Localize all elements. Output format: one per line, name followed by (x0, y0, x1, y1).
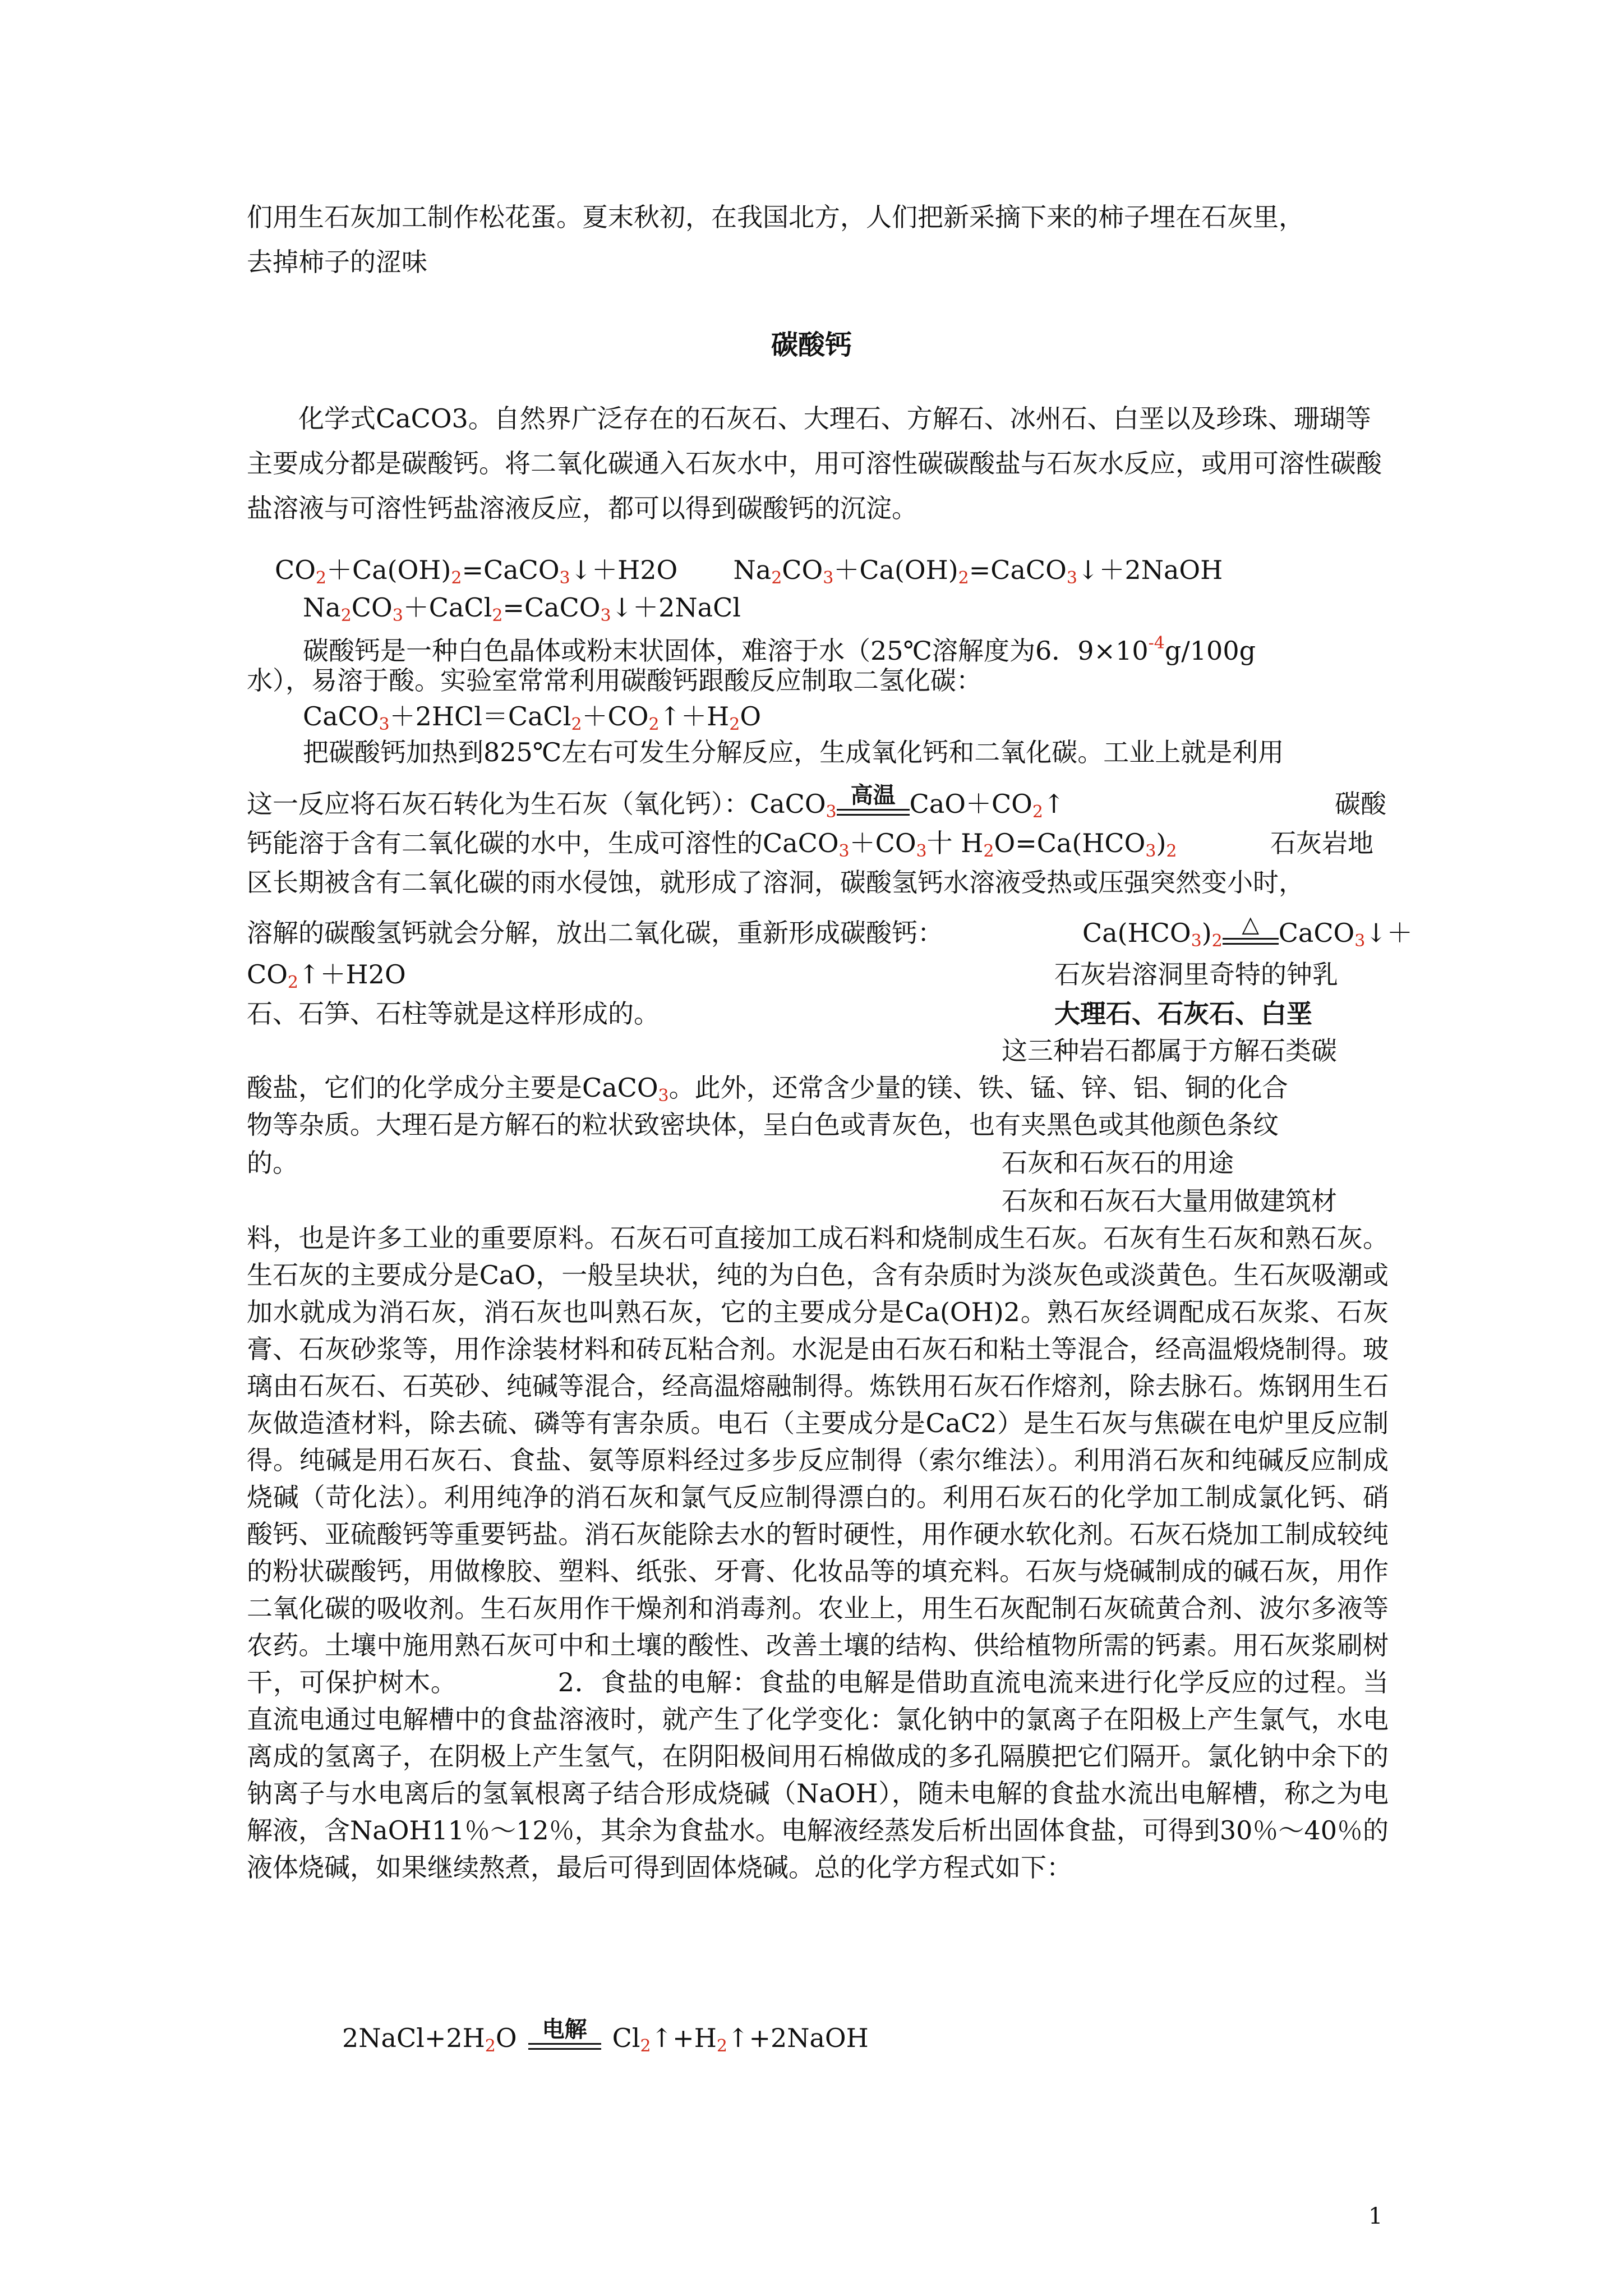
para-caco3-intro (247, 396, 1389, 531)
para-cave-line-2: 石、石笋、石柱等就是这样形成的。 (247, 999, 660, 1029)
equation-1: $CO_2+Ca(OH)_2=CaCO_3↓+H2O$ $Na_2CO_3+Ca(OH)_2=CaCO_3↓+2NaOH$ (275, 555, 1223, 588)
para-marble-line-4: 的。 (247, 1148, 298, 1178)
equation-2: $Na_2CO_3+CaCl_2=CaCO_3↓+2NaCl$ (303, 592, 741, 625)
para-decomp-line-2: 这一反应将石灰石转化为生石灰（氧化钙）：CaCO$_3$ 高温 $CaO+CO_2↑$ (247, 783, 1065, 822)
para-decomp-line-3-end: 石灰岩地 (1270, 828, 1373, 858)
para-salt-electrolysis: 是借助直流电流来进行化学反应的过程。当直流电通过电解槽中的食盐溶液时，就产生了化学变化：氯化钠中的氯离子在阳极上产生氯气，水电离成的氢离子，在阴极上产生氢气，在阴阳极间用石棉做成的多孔隔膜把它们隔开。氯化钠中余下的钠离子与水电离后的氢氧根离子结合形成烧碱（NaOH），随未电解的食盐水流出电解槽，称之为电解液，含NaOH11％～12％，其余为食盐水。电解液经蒸发后析出固体食盐，可得到30％～40％的液体烧碱，如果继续熬煮，最后可得到固体烧碱。总的化学方程式如下： (247, 1667, 1389, 1883)
para-solubility-line-1: 碳酸钙是一种白色晶体或粉末状固体，难溶于水（25℃溶解度为6．$9\times 10^{-4}g/100g$ (303, 633, 1256, 666)
equation-electrolysis: $2NaCl+2H_2O$ 电解 $Cl_2↑+H_2↑+2NaOH$ (342, 2017, 869, 2056)
equation-3: $CaCO_3+2HCl=CaCl_2+CO_2↑+H_2O$ (303, 701, 762, 734)
para-decomp-line-5: 溶解的碳酸氢钙就会分解，放出二氧化碳，重新形成碳酸钙： (247, 918, 943, 948)
para-marble-line-1: 这三种岩石都属于方解石类碳 (1002, 1036, 1337, 1066)
para-salt-electrolysis-start: 2．食盐的电解：食盐的电解 (557, 1667, 890, 1697)
intro-line-1: 们用生石灰加工制作松花蛋。夏末秋初，在我国北方，人们把新采摘下来的柿子埋在石灰里， (247, 202, 1304, 232)
heading-lime-uses: 石灰和石灰石的用途 (1002, 1148, 1234, 1178)
para-marble-line-2: 酸盐，它们的化学成分主要是CaCO$_3$。此外，还常含少量的镁、铁、锰、锌、铝、铜的化合 (247, 1073, 1288, 1106)
para-decomp-line-3: 钙能溶于含有二氧化碳的水中，生成可溶性的$CaCO_3+CO_3$十 $H_2O=Ca(HCO_3)_2$ (247, 828, 1177, 861)
equation-4: $Ca(HCO_3)_2$ △ CaCO$_3$↓＋ (1082, 912, 1413, 951)
para-cave-line-1: 石灰岩溶洞里奇特的钟乳 (1054, 959, 1338, 990)
page-number: 1 (1368, 2203, 1383, 2229)
condition-electrolysis: 电解 (528, 2018, 601, 2050)
heading-marble: 大理石、石灰石、白垩 (1054, 999, 1312, 1029)
equation-4-continued: $CO_2↑+H2O$ (247, 959, 406, 992)
intro-line-2: 去掉柿子的涩味 (247, 247, 427, 277)
para-marble-line-3: 物等杂质。大理石是方解石的粒状致密块体，呈白色或青灰色，也有夹黑色或其他颜色条纹 (247, 1110, 1279, 1140)
para-lime-first: 石灰和石灰石大量用做建筑材 (1002, 1186, 1337, 1216)
para-decomp-line-4: 区长期被含有二氧化碳的雨水侵蚀，就形成了溶洞，碳酸氢钙水溶液受热或压强突然变小时， (247, 867, 1304, 898)
para-lime-uses: 料，也是许多工业的重要原料。石灰石可直接加工成石料和烧制成生石灰。石灰有生石灰和熟石灰。生石灰的主要成分是CaO，一般呈块状，纯的为白色，含有杂质时为淡灰色或淡黄色。生石灰吸潮或加水就成为消石灰，消石灰也叫熟石灰，它的主要成分是Ca(OH)2。熟石灰经调配成石灰浆、石灰膏、石灰砂浆等，用作涂装材料和砖瓦粘合剂。水泥是由石灰石和粘土等混合，经高温煅烧制得。玻璃由石灰石、石英砂、纯碱等混合，经高温熔融制得。炼铁用石灰石作熔剂，除去脉石。炼钢用生石灰做造渣材料，除去硫、磷等有害杂质。电石（主要成分是CaC2）是生石灰与焦碳在电炉里反应制得。纯碱是用石灰石、食盐、氨等原料经过多步反应制得（索尔维法）。利用消石灰和纯碱反应制成烧碱（苛化法）。利用纯净的消石灰和氯气反应制得漂白的。利用石灰石的化学加工制成氯化钙、硝酸钙、亚硫酸钙等重要钙盐。消石灰能除去水的暂时硬性，用作硬水软化剂。石灰石烧加工制成较纯的粉状碳酸钙，用做橡胶、塑料、纸张、牙膏、化妆品等的填充料。石灰与烧碱制成的碱石灰，用作二氧化碳的吸收剂。生石灰用作干燥剂和消毒剂。农业上，用生石灰配制石灰硫黄合剂、波尔多液等农药。土壤中施用熟石灰可中和土壤的酸性、改善土壤的结构、供给植物所需的钙素。用石灰浆刷树干，可保护树木。 2．食盐的电解：食盐的电解是借助直流电流来进行化学反应的过程。当直流电通过电解槽中的食盐溶液时，就产生了化学变化：氯化钠中的氯离子在阳极上产生氯气，水电离成的氢离子，在阴极上产生氢气，在阴阳极间用石棉做成的多孔隔膜把它们隔开。氯化钠中余下的钠离子与水电离后的氢氧根离子结合形成烧碱（NaOH），随未电解的食盐水流出电解槽，称之为电解液，含NaOH11％～12％，其余为食盐水。电解液经蒸发后析出固体食盐，可得到30％～40％的液体烧碱，如果继续熬煮，最后可得到固体烧碱。总的化学方程式如下： (247, 1223, 1389, 1883)
para-decomp-line-2-end: 碳酸 (1335, 789, 1386, 819)
section-title: 碳酸钙 (771, 329, 852, 361)
para-caco3-text: 化学式CaCO3。自然界广泛存在的石灰石、大理石、方解石、冰州石、白垩以及珍珠、珊瑚等主要成分都是碳酸钙。将二氧化碳通入石灰水中，用可溶性碳碳酸盐与石灰水反应，或用可溶性碳酸盐溶液与可溶性钙盐溶液反应，都可以得到碳酸钙的沉淀。 (247, 403, 1382, 523)
condition-high-temp: 高温 (837, 784, 910, 816)
para-solubility-line-2: 水），易溶于酸。实验室常常利用碳酸钙跟酸反应制取二氢化碳： (247, 665, 982, 696)
condition-heat: △ (1223, 913, 1279, 945)
para-decomp-line-1: 把碳酸钙加热到825℃左右可发生分解反应，生成氧化钙和二氧化碳。工业上就是利用 (303, 737, 1284, 767)
